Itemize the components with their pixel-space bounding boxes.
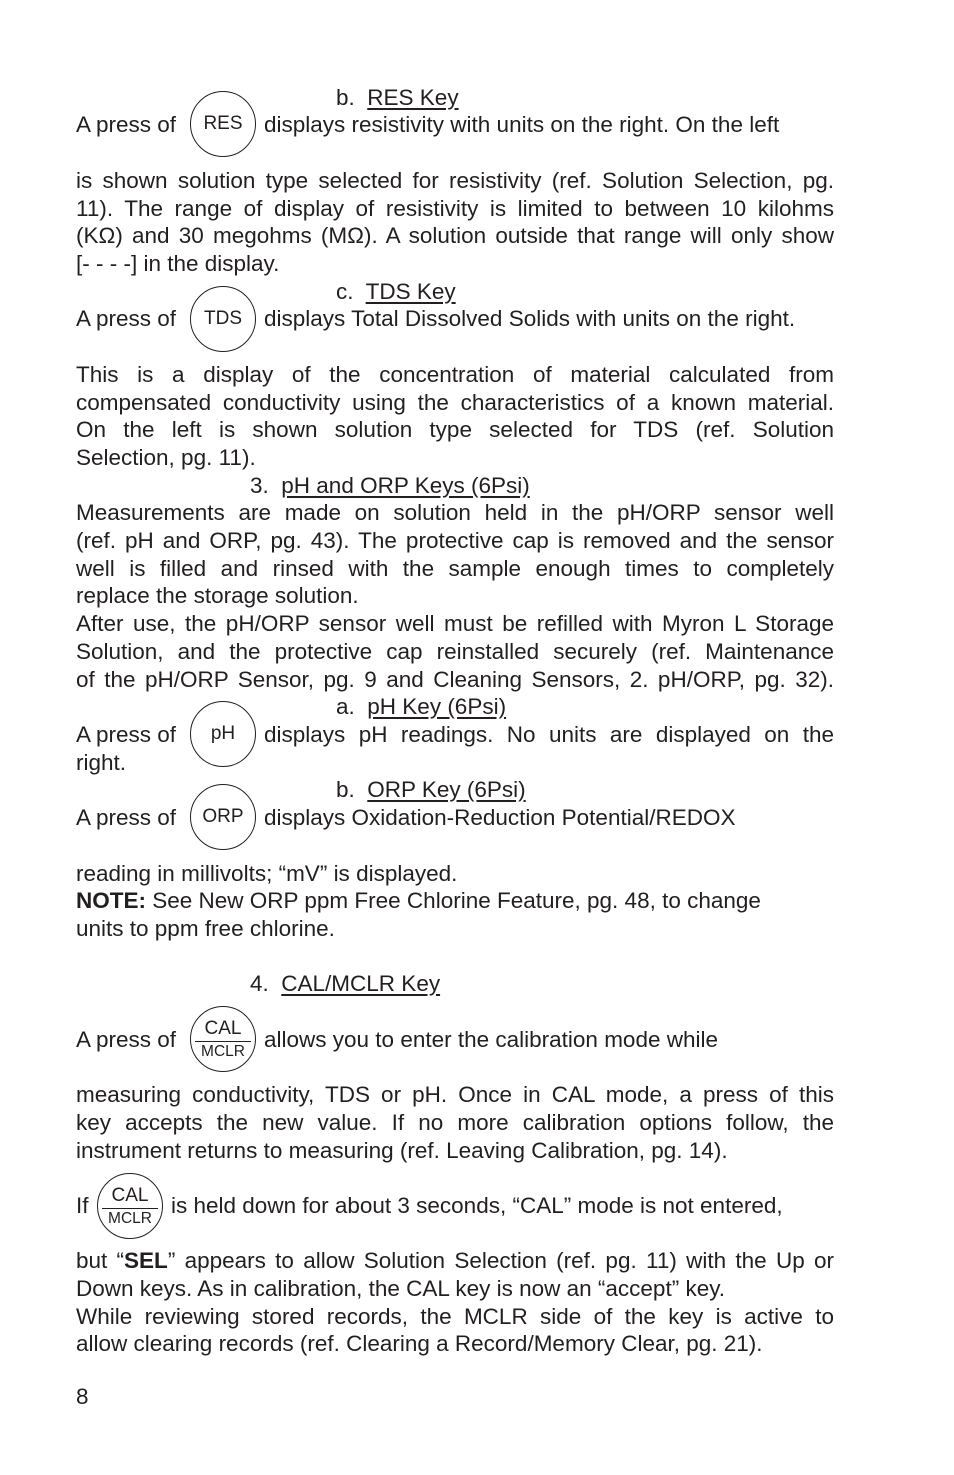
res-line-2: 11). The range of display of resistivity is limited to between 10 kilohms [76, 196, 834, 221]
res-line-after-key: displays resistivity with units on the right. On the left [264, 112, 780, 137]
ph-heading-marker: a. [336, 694, 355, 719]
ph-orp-line-7: of the pH/ORP Sensor, pg. 9 and Cleaning Sensors, 2. pH/ORP, pg. 32). [76, 667, 834, 692]
res-heading-marker: b. [336, 85, 355, 110]
cal-heading-marker: 4. [250, 971, 269, 996]
ph-orp-heading-marker: 3. [250, 473, 269, 498]
ph-line-1: right. [76, 750, 127, 775]
cal-sel-bold: SEL [124, 1248, 168, 1273]
res-heading [336, 87, 459, 110]
cal-key-top-label-2: CAL [111, 1184, 149, 1206]
cal-line-6: allow clearing records (ref. Clearing a Record/Memory Clear, pg. 21). [76, 1331, 763, 1356]
cal-line-3: instrument returns to measuring (ref. Leaving Calibration, pg. 14). [76, 1138, 728, 1163]
cal-if-word: If [76, 1193, 89, 1218]
ph-orp-heading-title: pH and ORP Keys (6Psi) [281, 473, 530, 498]
cal-sel-pre: but “ [76, 1248, 125, 1273]
cal-key-divider-2 [102, 1208, 158, 1209]
ph-key-label: pH [210, 723, 236, 744]
orp-press-of: A press of [76, 805, 177, 830]
page-number: 8 [76, 1384, 89, 1409]
orp-note-label: NOTE: [76, 888, 146, 913]
ph-heading-title: pH Key (6Psi) [367, 694, 507, 719]
cal-line-5: While reviewing stored records, the MCLR side of the key is active to [76, 1304, 834, 1329]
cal-sel-post: ” appears to allow Solution Selection (ref. pg. 11) with the Up or [167, 1248, 834, 1273]
ph-orp-line-4: replace the storage solution. [76, 583, 359, 608]
cal-mclr-key-icon [190, 1006, 256, 1072]
cal-key-divider [195, 1041, 251, 1042]
cal-held-text: is held down for about 3 seconds, “CAL” mode is not entered, [171, 1193, 783, 1218]
cal-line-after-key: allows you to enter the calibration mode while [264, 1027, 718, 1052]
orp-line-after-key: displays Oxidation-Reduction Potential/REDOX [264, 805, 736, 830]
orp-note-line-2: units to ppm free chlorine. [76, 916, 335, 941]
res-key-icon [190, 91, 256, 157]
cal-heading-title: CAL/MCLR Key [281, 971, 441, 996]
res-press-of: A press of [76, 112, 177, 137]
orp-key-label: ORP [202, 806, 244, 827]
res-line-4: [- - - -] in the display. [76, 251, 280, 276]
cal-line-1: measuring conductivity, TDS or pH. Once in CAL mode, a press of this [76, 1082, 834, 1107]
cal-key-bottom-label-2: MCLR [108, 1209, 152, 1227]
ph-key-icon [190, 701, 256, 767]
orp-key-icon [190, 784, 256, 850]
tds-line-2: compensated conductivity using the characteristics of a known material. [76, 390, 834, 415]
tds-heading [336, 281, 456, 304]
tds-key-label: TDS [204, 308, 242, 329]
cal-key-bottom-label: MCLR [201, 1042, 245, 1060]
res-key-label: RES [203, 113, 243, 134]
ph-line-after-key: displays pH readings. No units are displayed on the [264, 722, 834, 747]
ph-orp-line-2: (ref. pH and ORP, pg. 43). The protective cap is removed and the sensor [76, 528, 834, 553]
orp-note [76, 890, 761, 913]
tds-line-after-key: displays Total Dissolved Solids with units on the right. [264, 306, 796, 331]
cal-mclr-key-icon-2 [97, 1173, 163, 1239]
ph-press-of: A press of [76, 722, 177, 747]
ph-orp-line-6: Solution, and the protective cap reinstalled securely (ref. Maintenance [76, 639, 834, 664]
cal-sel-line [76, 1250, 834, 1273]
tds-press-of: A press of [76, 306, 177, 331]
ph-heading [336, 696, 506, 719]
res-line-1: is shown solution type selected for resistivity (ref. Solution Selection, pg. [76, 168, 834, 193]
ph-orp-line-1: Measurements are made on solution held in the pH/ORP sensor well [76, 500, 834, 525]
orp-heading-marker: b. [336, 777, 355, 802]
tds-heading-marker: c. [336, 279, 354, 304]
ph-orp-line-5: After use, the pH/ORP sensor well must be refilled with Myron L Storage [76, 611, 834, 636]
orp-note-text: See New ORP ppm Free Chlorine Feature, pg. 48, to change [146, 888, 761, 913]
tds-line-1: This is a display of the concentration of material calculated from [76, 362, 834, 387]
tds-line-3: On the left is shown solution type selected for TDS (ref. Solution [76, 417, 834, 442]
orp-line-1: reading in millivolts; “mV” is displayed. [76, 861, 458, 886]
cal-line-2: key accepts the new value. If no more calibration options follow, the [76, 1110, 834, 1135]
orp-heading-title: ORP Key (6Psi) [367, 777, 526, 802]
tds-line-4: Selection, pg. 11). [76, 445, 256, 470]
res-heading-title: RES Key [367, 85, 459, 110]
cal-press-of: A press of [76, 1027, 177, 1052]
res-line-3: (KΩ) and 30 megohms (MΩ). A solution outside that range will only show [76, 223, 834, 248]
tds-key-icon [190, 286, 256, 352]
cal-line-4: Down keys. As in calibration, the CAL key is now an “accept” key. [76, 1276, 726, 1301]
ph-orp-heading [250, 475, 530, 498]
orp-heading [336, 779, 526, 802]
tds-heading-title: TDS Key [365, 279, 456, 304]
cal-key-top-label: CAL [204, 1017, 242, 1039]
ph-orp-line-3: well is filled and rinsed with the sample enough times to completely [76, 556, 834, 581]
cal-heading [250, 973, 440, 996]
